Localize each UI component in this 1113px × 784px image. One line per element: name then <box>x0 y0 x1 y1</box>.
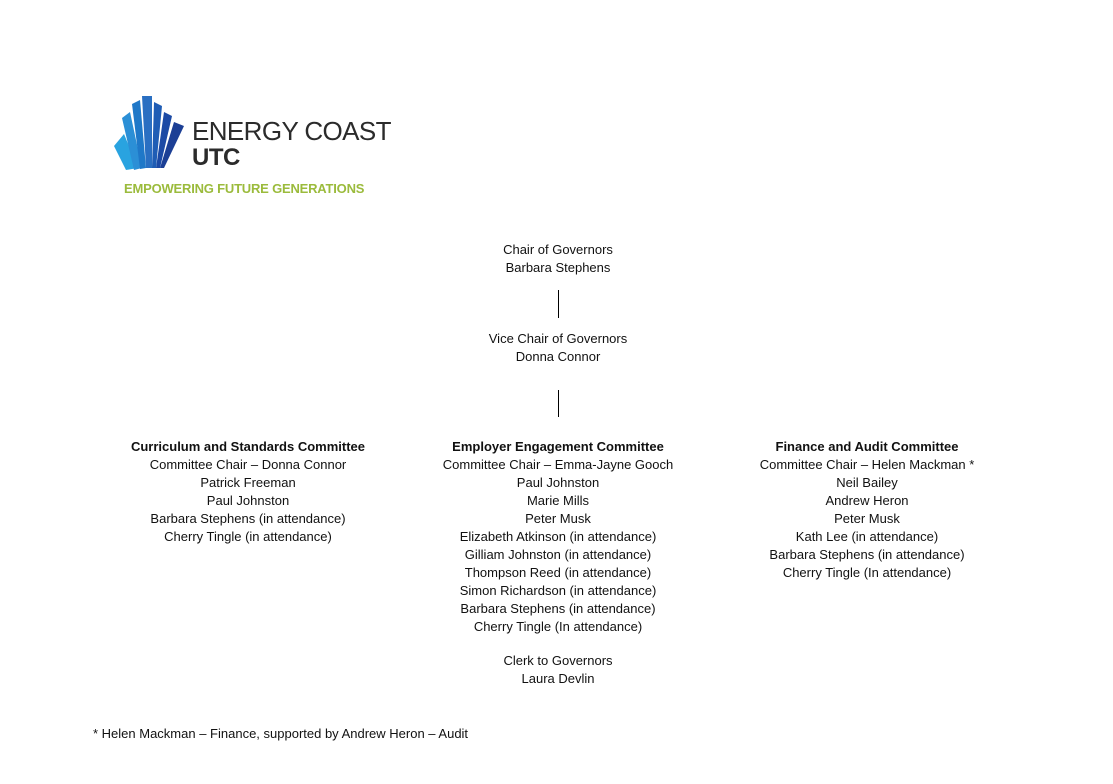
clerk-name: Laura Devlin <box>521 671 595 686</box>
committee-member: Elizabeth Atkinson (in attendance) <box>459 529 657 544</box>
committee-member: Committee Chair – Donna Connor <box>149 457 347 472</box>
vice-chair-role: Vice Chair of Governors <box>488 331 628 346</box>
stylized-bars-icon <box>112 94 188 174</box>
committee-member: Patrick Freeman <box>200 475 296 490</box>
committee-title: Finance and Audit Committee <box>775 439 959 454</box>
vice-chair-of-governors <box>408 330 708 366</box>
committee-title: Curriculum and Standards Committee <box>130 439 366 454</box>
connector-line <box>558 390 559 417</box>
energy-coast-utc-logo <box>112 94 391 204</box>
committee-member: Simon Richardson (in attendance) <box>459 583 657 598</box>
committee-member: Committee Chair – Helen Mackman * <box>759 457 975 472</box>
committee-member: Cherry Tingle (In attendance) <box>782 565 952 580</box>
clerk-to-governors <box>408 652 708 688</box>
connector-line <box>558 290 559 318</box>
committee-member: Andrew Heron <box>825 493 909 508</box>
committee-member: Marie Mills <box>526 493 590 508</box>
committee-member: Barbara Stephens (in attendance) <box>460 601 656 616</box>
clerk-role: Clerk to Governors <box>503 653 613 668</box>
chair-of-governors <box>408 241 708 277</box>
chair-role: Chair of Governors <box>503 242 613 257</box>
logo-wordmark-line1: ENERGY COAST <box>192 116 391 146</box>
curriculum-committee <box>98 438 398 546</box>
committee-member: Paul Johnston <box>516 475 600 490</box>
committee-member: Neil Bailey <box>836 475 898 490</box>
committee-member: Barbara Stephens (in attendance) <box>769 547 965 562</box>
committee-member: Cherry Tingle (in attendance) <box>164 529 332 544</box>
footnote: * Helen Mackman – Finance, supported by Andrew Heron – Audit <box>93 726 469 741</box>
committee-member: Kath Lee (in attendance) <box>795 529 939 544</box>
committee-member: Peter Musk <box>525 511 591 526</box>
committee-member: Cherry Tingle (In attendance) <box>473 619 643 634</box>
committee-member: Barbara Stephens (in attendance) <box>150 511 346 526</box>
vice-chair-name: Donna Connor <box>515 349 601 364</box>
committee-member: Committee Chair – Emma-Jayne Gooch <box>442 457 674 472</box>
committee-member: Peter Musk <box>834 511 900 526</box>
committee-title: Employer Engagement Committee <box>452 439 664 454</box>
logo-tagline: EMPOWERING FUTURE GENERATIONS <box>124 181 365 196</box>
finance-audit-committee <box>717 438 1017 582</box>
chair-name: Barbara Stephens <box>505 260 611 275</box>
logo-wordmark-line2: UTC <box>192 144 240 171</box>
employer-engagement-committee <box>408 438 708 636</box>
committee-member: Paul Johnston <box>206 493 290 508</box>
committee-member: Gilliam Johnston (in attendance) <box>464 547 652 562</box>
committee-member: Thompson Reed (in attendance) <box>464 565 652 580</box>
